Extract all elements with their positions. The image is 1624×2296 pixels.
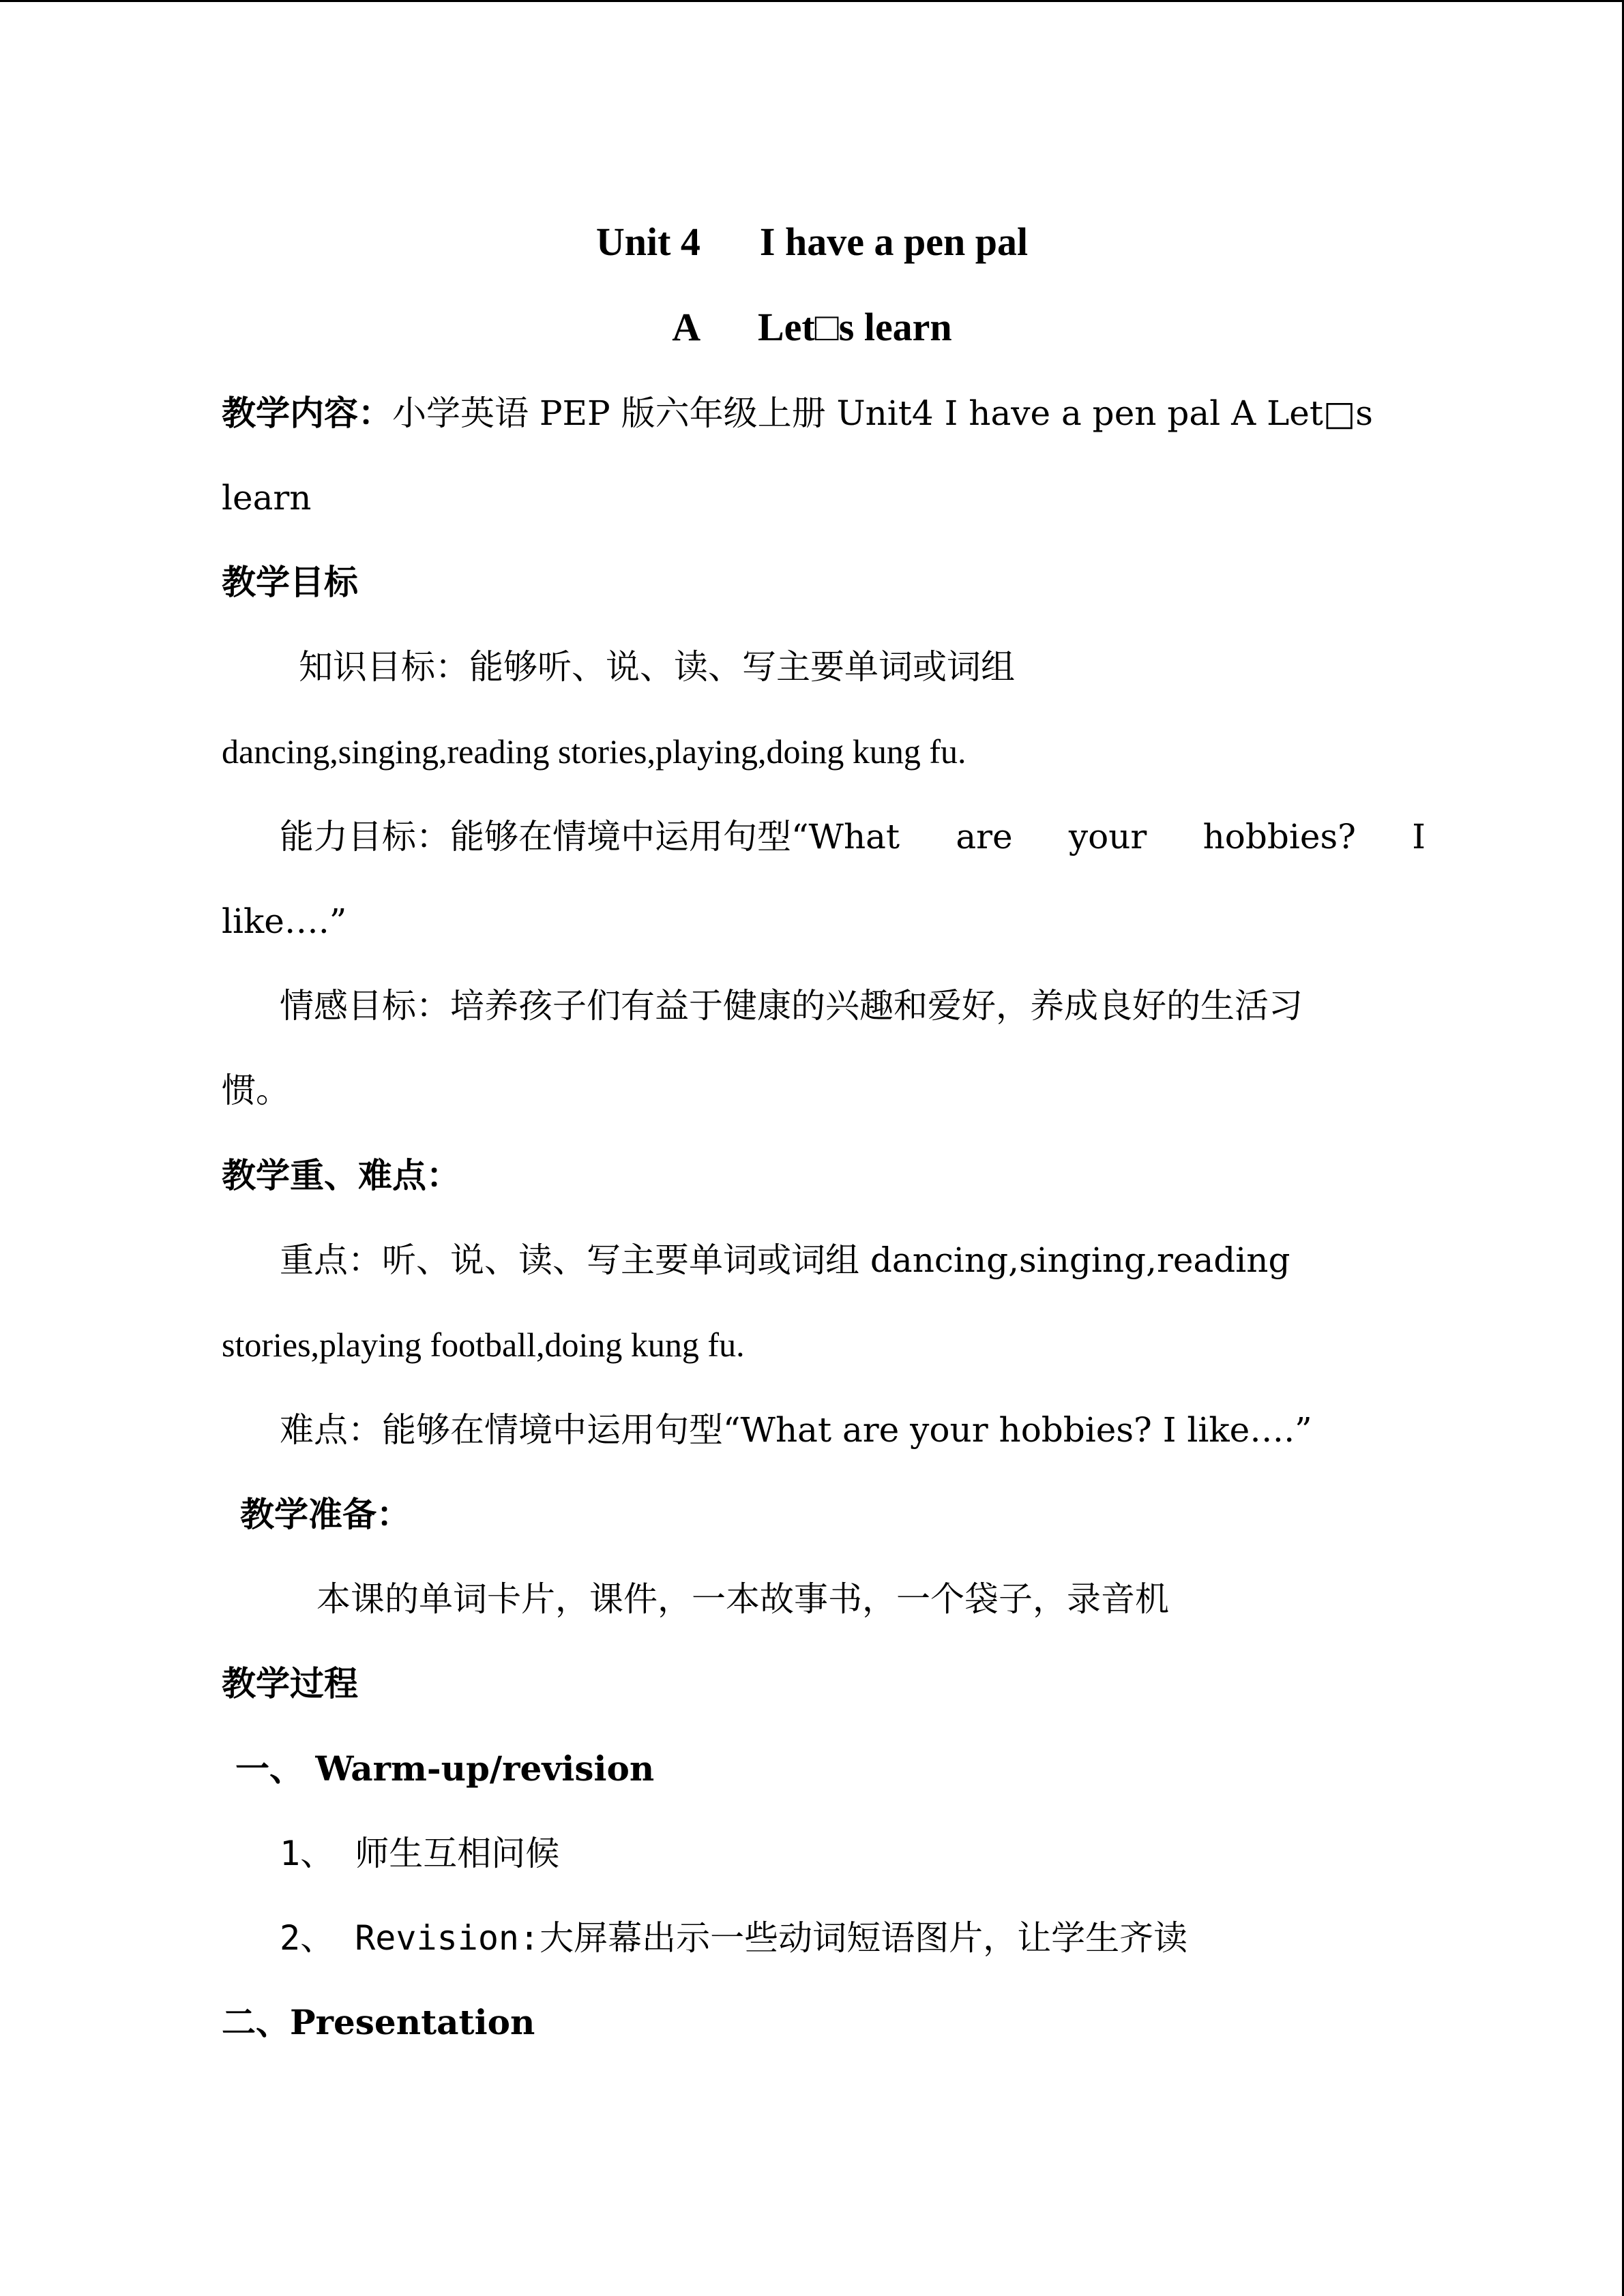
key-point-cont: stories,playing football,doing kung fu. bbox=[222, 1326, 745, 1364]
content-line-cont: learn bbox=[222, 478, 312, 518]
ability-word: are bbox=[956, 817, 1013, 856]
emotion-objective-cont: 惯。 bbox=[222, 1071, 290, 1110]
preparation-text: 本课的单词卡片，课件，一本故事书，一个袋子，录音机 bbox=[316, 1579, 1169, 1619]
content-label: 教学内容： bbox=[222, 393, 392, 433]
section-warm-up: 一、 Warm-up/revision bbox=[235, 1748, 655, 1789]
content-line bbox=[222, 393, 1373, 434]
emotion-objective: 情感目标：培养孩子们有益于健康的兴趣和爱好，养成良好的生活习 bbox=[280, 986, 1303, 1026]
unit-title: Unit 4 I have a pen pal bbox=[595, 220, 1029, 264]
ability-word: your bbox=[1068, 817, 1147, 856]
difficult-point: 难点：能够在情境中运用句型“What are your hobbies? I like….” bbox=[280, 1410, 1312, 1450]
key-point: 重点：听、说、读、写主要单词或词组 dancing,singing,reading bbox=[280, 1240, 1290, 1280]
ability-word: I bbox=[1412, 817, 1426, 856]
content-text: 小学英语 PEP 版六年级上册 Unit4 I have a pen pal A Let□s bbox=[392, 393, 1373, 433]
lesson-title: A Let□s learn bbox=[672, 305, 952, 349]
ability-objective bbox=[280, 816, 1426, 857]
ability-word: 能力目标：能够在情境中运用句型“What bbox=[280, 817, 900, 856]
preparation-heading: 教学准备： bbox=[240, 1494, 411, 1534]
ability-objective-cont: like….” bbox=[222, 901, 347, 941]
ability-word: hobbies? bbox=[1202, 817, 1356, 856]
key-points-heading: 教学重、难点： bbox=[222, 1155, 460, 1195]
knowledge-objective-words: dancing,singing,reading stories,playing,doing kung fu. bbox=[222, 732, 966, 771]
process-item-1: 1、 师生互相问候 bbox=[280, 1834, 560, 1873]
knowledge-objective: 知识目标：能够听、说、读、写主要单词或词组 bbox=[299, 647, 1015, 687]
objectives-heading: 教学目标 bbox=[222, 562, 358, 602]
process-item-2: 2、 Revision:大屏幕出示一些动词短语图片，让学生齐读 bbox=[280, 1918, 1188, 1958]
section-presentation: 二、Presentation bbox=[222, 2002, 535, 2042]
process-heading: 教学过程 bbox=[222, 1663, 358, 1703]
